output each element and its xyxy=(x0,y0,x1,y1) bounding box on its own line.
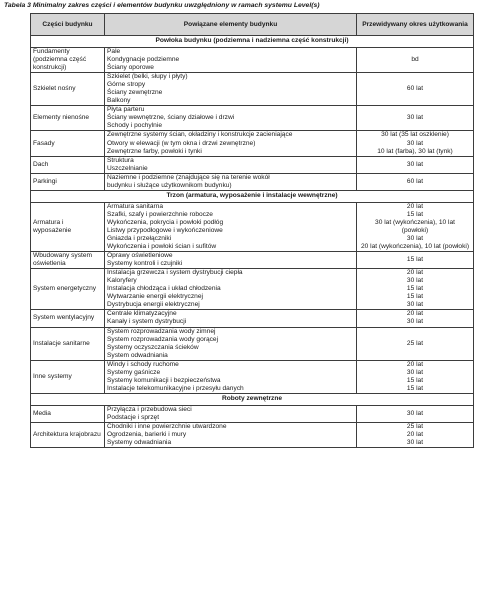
table-row xyxy=(31,48,474,73)
element-item: Instalacja chłodząca i układ chłodzenia xyxy=(107,285,221,293)
service-life-value: 20 lat xyxy=(406,360,424,368)
service-life-value: 30 lat (35 lat oszklenie) xyxy=(381,131,449,139)
service-life-cell xyxy=(357,202,474,251)
service-life-cell xyxy=(357,131,474,156)
elements-cell xyxy=(105,173,357,190)
table-row xyxy=(31,252,474,269)
elements-cell xyxy=(105,48,357,73)
table-row xyxy=(31,202,474,251)
service-life-cell xyxy=(357,269,474,310)
element-item: Systemy komunikacji i bezpieczeństwa xyxy=(107,376,221,384)
elements-cell xyxy=(105,131,357,156)
elements-cell xyxy=(105,360,357,393)
building-part-cell: Media xyxy=(31,405,105,422)
service-life-cell xyxy=(357,73,474,106)
elements-cell xyxy=(105,156,357,173)
element-item: System rozprowadzania wody gorącej xyxy=(107,335,219,343)
section-title: Powłoka budynku (podziemna i nadziemna część konstrukcji) xyxy=(31,36,474,48)
element-item: Balkony xyxy=(107,97,131,105)
service-life-value: 25 lat xyxy=(406,339,424,347)
service-life-cell xyxy=(357,156,474,173)
section-row xyxy=(31,36,474,48)
element-item: Instalacje telekomunikacyjne i przesyłu danych xyxy=(107,384,244,392)
element-item: Ściany zewnętrzne xyxy=(107,89,163,97)
section-title: Roboty zewnętrzne xyxy=(31,393,474,405)
table-body xyxy=(31,36,474,448)
building-part-cell: Parkingi xyxy=(31,173,105,190)
service-life-cell xyxy=(357,310,474,327)
building-part-cell: System wentylacyjny xyxy=(31,310,105,327)
building-part-cell: Szkielet nośny xyxy=(31,73,105,106)
service-life-value: 30 lat xyxy=(406,318,424,326)
header-related-elements: Powiązane elementy budynku xyxy=(105,14,357,36)
service-life-value: 30 lat xyxy=(406,439,424,447)
element-item: Uszczelnianie xyxy=(107,164,148,172)
header-row xyxy=(31,14,474,36)
element-item: Dystrybucja energii elektrycznej xyxy=(107,301,200,309)
elements-cell xyxy=(105,327,357,360)
service-life-value: 20 lat (wykończenia), 10 lat (powłoki) xyxy=(360,243,470,251)
service-life-cell xyxy=(357,405,474,422)
element-item: Kanały i system dystrybucji xyxy=(107,318,187,326)
table-row xyxy=(31,173,474,190)
service-life-cell xyxy=(357,252,474,269)
service-life-value: 30 lat (wykończenia), 10 lat xyxy=(375,218,455,226)
elements-cell xyxy=(105,202,357,251)
building-part-cell: Elementy nienośne xyxy=(31,106,105,131)
service-life-value: bd xyxy=(411,56,419,64)
service-life-table xyxy=(30,13,474,448)
element-item: Systemy oczyszczania ścieków xyxy=(107,343,199,351)
element-item: Wykończenia i powłoki ścian i sufitów xyxy=(107,243,217,251)
service-life-value: 30 lat xyxy=(406,277,424,285)
element-item: Pale xyxy=(107,48,121,55)
building-part-cell: Armatura i wyposażenie xyxy=(31,202,105,251)
element-item: budynku i służące użytkownikom budynku) xyxy=(107,181,232,189)
element-item: Schody i pochylnie xyxy=(107,122,162,130)
element-item: Ściany wewnętrzne, ściany działowe i drzwi xyxy=(107,114,235,122)
elements-cell xyxy=(105,422,357,447)
element-item: System odwadniania xyxy=(107,351,168,359)
service-life-value: 30 lat xyxy=(406,114,424,122)
element-item: Oprawy oświetleniowe xyxy=(107,252,173,260)
elements-cell xyxy=(105,310,357,327)
section-row xyxy=(31,393,474,405)
service-life-value: 15 lat xyxy=(406,384,424,392)
building-part-cell: Wbudowany system oświetlenia xyxy=(31,252,105,269)
element-item: Ściany oporowe xyxy=(107,64,154,72)
service-life-cell xyxy=(357,360,474,393)
table-row xyxy=(31,131,474,156)
element-item: Przyłącza i przebudowa sieci xyxy=(107,405,192,413)
service-life-value: 20 lat xyxy=(406,269,424,277)
table-row xyxy=(31,106,474,131)
element-item: Centrale klimatyzacyjne xyxy=(107,310,177,318)
service-life-cell xyxy=(357,422,474,447)
service-life-value: 20 lat xyxy=(406,431,424,439)
table-caption: Tabela 3 Minimalny zakres części i elementów budynku uwzględniony w ramach systemu Level(s) xyxy=(4,2,320,9)
building-part-cell: Instalacje sanitarne xyxy=(31,327,105,360)
element-item: Systemy gaśnicze xyxy=(107,368,161,376)
table-row xyxy=(31,73,474,106)
building-part-cell: System energetyczny xyxy=(31,269,105,310)
section-row xyxy=(31,190,474,202)
table-row xyxy=(31,360,474,393)
elements-cell xyxy=(105,252,357,269)
service-life-value: 30 lat xyxy=(406,160,424,168)
section-title: Trzon (armatura, wyposażenie i instalacje wewnętrzne) xyxy=(31,190,474,202)
service-life-value: 15 lat xyxy=(406,285,424,293)
table-row xyxy=(31,327,474,360)
building-part-cell: Dach xyxy=(31,156,105,173)
elements-cell xyxy=(105,73,357,106)
element-item: Armatura sanitarna xyxy=(107,202,164,210)
element-item: Wytwarzanie energii elektrycznej xyxy=(107,293,203,301)
elements-cell xyxy=(105,106,357,131)
element-item: Systemy odwadniania xyxy=(107,439,172,447)
header-building-parts: Części budynku xyxy=(31,14,105,36)
element-item: Górne stropy xyxy=(107,81,146,89)
element-item: Chodniki i inne powierzchnie utwardzone xyxy=(107,422,227,430)
service-life-value: 10 lat (farba), 30 lat (tynk) xyxy=(377,147,453,155)
service-life-value: 30 lat xyxy=(406,301,424,309)
service-life-value: 60 lat xyxy=(406,85,424,93)
element-item: Zewnętrzne farby, powłoki i tynki xyxy=(107,147,202,155)
element-item: Podstacje i sprzęt xyxy=(107,413,160,421)
element-item: Szkielet (belki, słupy i płyty) xyxy=(107,73,188,81)
service-life-cell xyxy=(357,48,474,73)
table-row xyxy=(31,405,474,422)
service-life-value: 30 lat xyxy=(406,409,424,417)
building-part-cell: Inne systemy xyxy=(31,360,105,393)
element-item: Windy i schody ruchome xyxy=(107,360,179,368)
element-item: Płyta parteru xyxy=(107,106,145,114)
element-item: System rozprowadzania wody zimnej xyxy=(107,327,216,335)
element-item: Otwory w elewacji (w tym okna i drzwi zewnętrzne) xyxy=(107,139,256,147)
element-item: Kondygnacje podziemne xyxy=(107,56,180,64)
element-item: Systemy kontroli i czujniki xyxy=(107,260,183,268)
element-item: Szafki, szafy i powierzchnie robocze xyxy=(107,210,213,218)
table-row xyxy=(31,422,474,447)
element-item: Gniazda i przełączniki xyxy=(107,234,172,242)
element-item: Listwy przypodłogowe i wykończeniowe xyxy=(107,226,223,234)
element-item: Ogrodzenia, barierki i mury xyxy=(107,431,187,439)
element-item: Wykończenia, pokrycia i powłoki podłóg xyxy=(107,218,224,226)
service-life-value: 60 lat xyxy=(406,177,424,185)
service-life-value: 15 lat xyxy=(406,376,424,384)
building-part-cell: Architektura krajobrazu xyxy=(31,422,105,447)
service-life-value: 15 lat xyxy=(406,293,424,301)
element-item: Naziemne i podziemne (znajdujące się na terenie wokół xyxy=(107,173,270,181)
service-life-value: 20 lat xyxy=(406,202,424,210)
service-life-value: 30 lat xyxy=(406,368,424,376)
header-service-life: Przewidywany okres użytkowania xyxy=(357,14,474,36)
service-life-cell xyxy=(357,173,474,190)
element-item: Instalacja grzewcza i system dystrybucji ciepła xyxy=(107,269,243,277)
service-life-value: 20 lat xyxy=(406,310,424,318)
service-life-value: 30 lat xyxy=(406,234,424,242)
table-row xyxy=(31,310,474,327)
elements-cell xyxy=(105,405,357,422)
table-row xyxy=(31,269,474,310)
service-life-value: (powłoki) xyxy=(401,226,429,234)
building-part-cell: Fasady xyxy=(31,131,105,156)
service-life-cell xyxy=(357,327,474,360)
service-life-value: 30 lat xyxy=(406,139,424,147)
service-life-value: 15 lat xyxy=(406,210,424,218)
element-item: Kaloryfery xyxy=(107,277,137,285)
element-item: Zewnętrzne systemy ścian, okładziny i konstrukcje zacieniające xyxy=(107,131,293,139)
service-life-value: 25 lat xyxy=(406,422,424,430)
service-life-value: 15 lat xyxy=(406,256,424,264)
building-part-cell: Fundamenty (podziemna część konstrukcji) xyxy=(31,48,105,73)
element-item: Struktura xyxy=(107,156,134,164)
table-row xyxy=(31,156,474,173)
service-life-cell xyxy=(357,106,474,131)
elements-cell xyxy=(105,269,357,310)
